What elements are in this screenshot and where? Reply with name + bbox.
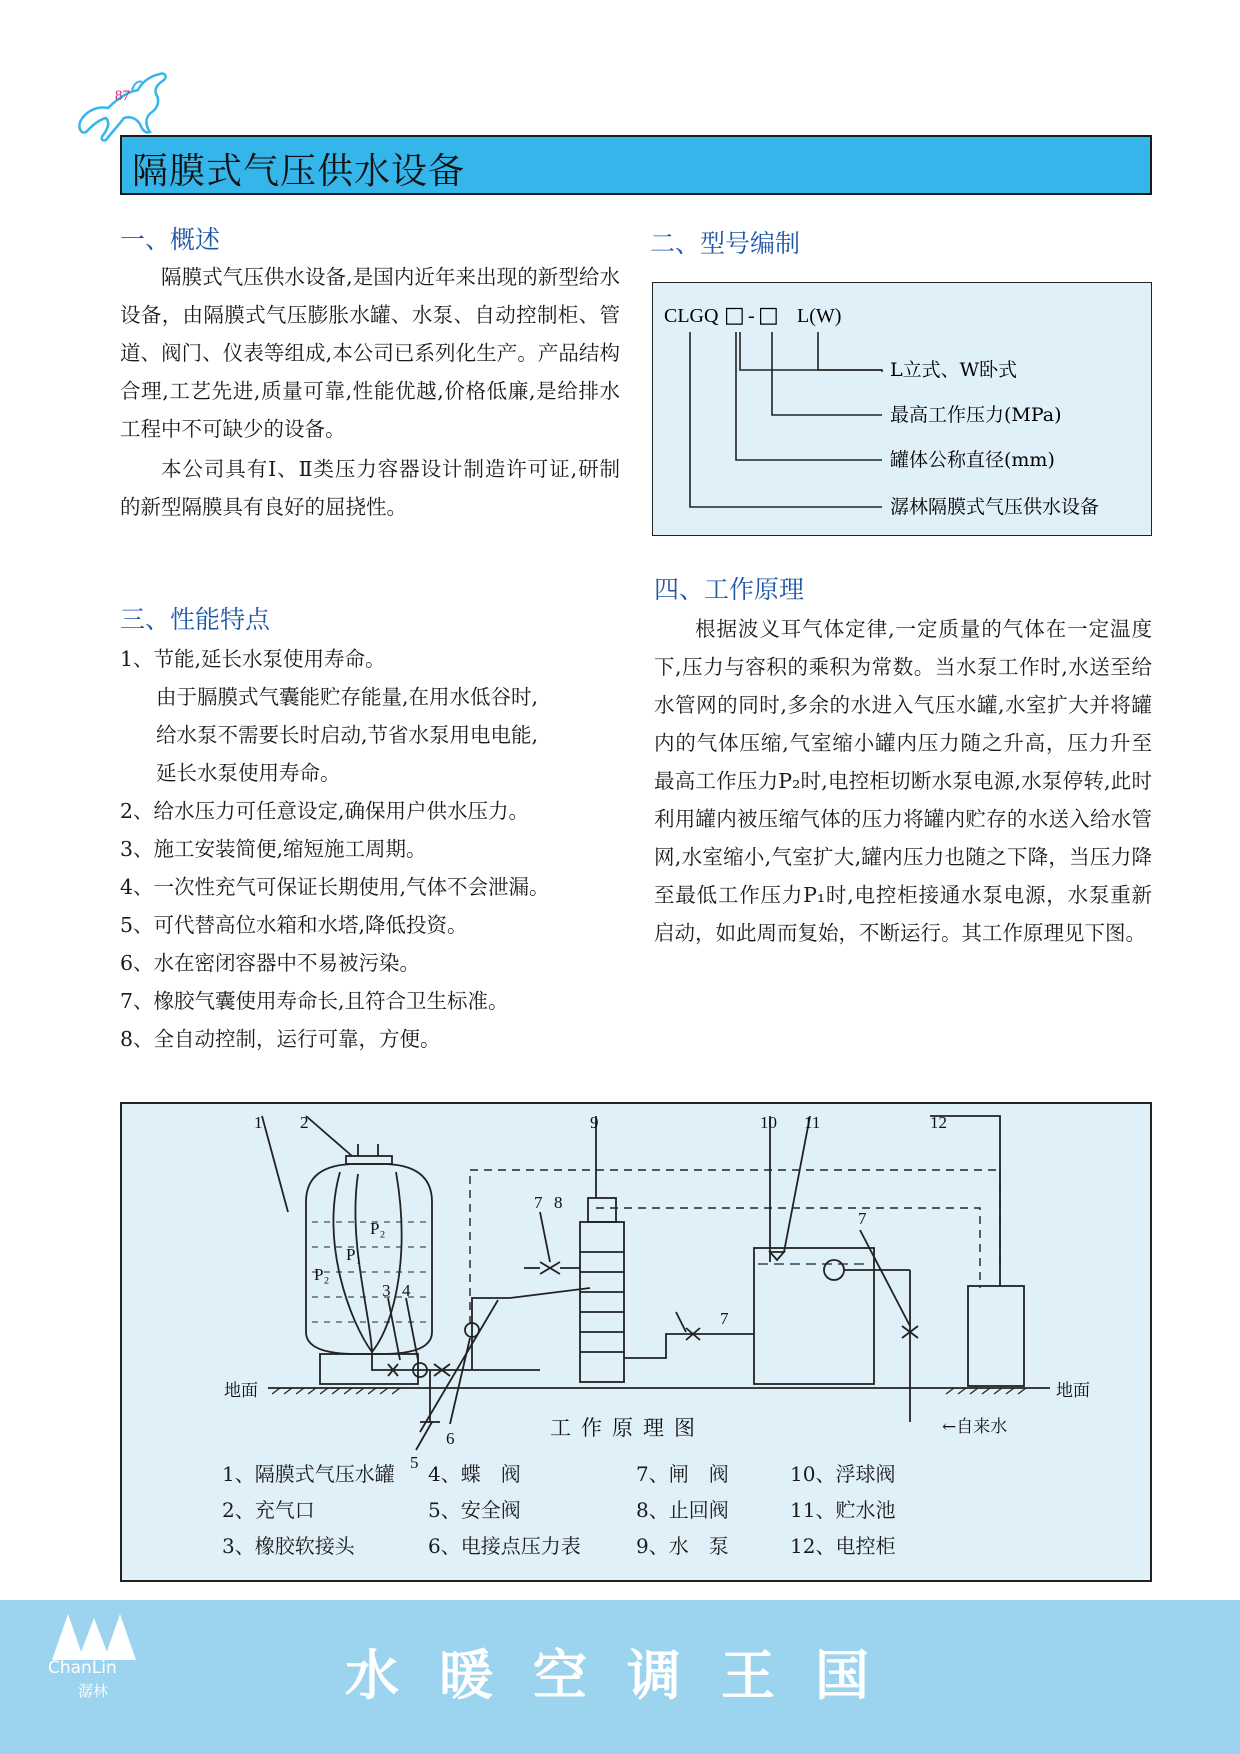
principle-heading: 四、工作原理	[654, 575, 805, 604]
legend-item: 11、贮水池	[790, 1498, 896, 1522]
callout-1: 1	[254, 1113, 263, 1132]
model-code-diagram	[652, 282, 1152, 536]
callout-2: 2	[300, 1113, 309, 1132]
callout-8: 8	[554, 1193, 563, 1212]
model-code-dash: -	[748, 305, 755, 327]
model-code-prefix: CLGQ	[664, 305, 719, 327]
feature-item: 7、橡胶气囊使用寿命长,且符合卫生标准。	[120, 989, 509, 1013]
legend-item: 1、隔膜式气压水罐	[222, 1462, 395, 1486]
water-pump	[580, 1222, 624, 1382]
overview-paragraph-2: 本公司具有Ⅰ、Ⅱ类压力容器设计制造许可证,研制的新型隔膜具有良好的屈挠性。	[120, 457, 620, 519]
legend-item: 3、橡胶软接头	[222, 1534, 355, 1558]
page-title: 隔膜式气压供水设备	[132, 151, 466, 192]
chanlin-logo-icon	[48, 1608, 138, 1662]
callout-11: 11	[804, 1113, 821, 1132]
ground-label-right: 地面	[1056, 1381, 1090, 1401]
footer-slogan: 水暖空调王国	[345, 1644, 909, 1707]
model-label-4: 潺林隔膜式气压供水设备	[890, 496, 1100, 518]
feature-item: 3、施工安装简便,缩短施工周期。	[120, 837, 427, 861]
feature-item: 5、可代替高位水箱和水塔,降低投资。	[120, 913, 468, 937]
leader-line-1	[740, 332, 882, 372]
callout-7b: 7	[720, 1309, 729, 1328]
model-code-suffix: L(W)	[797, 305, 842, 327]
principle-paragraph: 根据波义耳气体定律,一定质量的气体在一定温度下,压力与容积的乘积为常数。当水泵工作时,水送至给水管网的同时,多余的水进入气压水罐,水室扩大并将罐内的气体压缩,气室缩小罐内压力随之升高，压力升至最高工作压力P₂时,电控柜切断水泵电源,水泵停转,此时利用罐内被压缩气体的压力将罐内贮存的水送入给水管网,水室缩小,气室扩大,罐内压力也随之下降，当压力降至最低工作压力P₁时,电控柜接通水泵电源，水泵重新启动，如此周而复始，不断运行。其工作原理见下图。	[654, 617, 1152, 945]
overview-heading: 一、概述	[120, 225, 221, 254]
model-heading: 二、型号编制	[650, 229, 801, 258]
brand-name-cn: 潺林	[78, 1682, 109, 1700]
feature-item: 2、给水压力可任意设定,确保用户供水压力。	[120, 799, 530, 823]
model-code-box1: □	[724, 303, 745, 328]
page-number: 87	[115, 88, 130, 104]
callout-7: 7	[534, 1193, 543, 1212]
ground-label-left: 地面	[224, 1381, 258, 1401]
tank-label-p1: P₁	[346, 1245, 362, 1264]
storage-tank	[754, 1248, 874, 1384]
feature-item: 1、节能,延长水泵使用寿命。	[120, 647, 386, 671]
float-valve	[824, 1260, 844, 1280]
callout-10: 10	[760, 1113, 777, 1132]
callout-3: 3	[382, 1281, 391, 1300]
callout-9: 9	[590, 1113, 599, 1132]
callout-6: 6	[446, 1429, 455, 1448]
control-line	[470, 1170, 1000, 1324]
legend-item: 9、水 泵	[636, 1534, 729, 1558]
overview-paragraph-1: 隔膜式气压供水设备,是国内近年来出现的新型给水设备，由隔膜式气压膨胀水罐、水泵、自动控制柜、管道、阀门、仪表等组成,本公司已系列化生产。产品结构合理,工艺先进,质量可靠,性能优越,价格低廉,是给排水工程中不可缺少的设备。	[120, 265, 620, 441]
legend-item: 7、闸 阀	[636, 1462, 729, 1486]
legend-item: 5、安全阀	[428, 1498, 521, 1522]
legend-item: 12、电控柜	[790, 1534, 896, 1558]
feature-item-detail: 给水泵不需要长时启动,节省水泵用电电能,	[156, 723, 539, 747]
tap-water-label: ←自来水	[942, 1417, 1008, 1437]
callout-5: 5	[410, 1453, 419, 1472]
callout-4: 4	[402, 1281, 411, 1300]
legend-item: 10、浮球阀	[790, 1462, 896, 1486]
control-cabinet	[968, 1286, 1024, 1386]
feature-item: 4、一次性充气可保证长期使用,气体不会泄漏。	[120, 875, 550, 899]
model-label-2: 最高工作压力(MPa)	[890, 404, 1062, 426]
brand-name-en: ChanLin	[48, 1658, 117, 1678]
legend-item: 2、充气口	[222, 1498, 315, 1522]
tank-label-p2-lower: P₂	[314, 1265, 330, 1284]
features-heading: 三、性能特点	[120, 605, 271, 634]
features-list	[120, 640, 640, 1058]
feature-item-detail: 延长水泵使用寿命。	[156, 761, 341, 785]
feature-item: 8、全自动控制，运行可靠，方便。	[120, 1027, 441, 1051]
model-code-box2: □	[758, 303, 779, 328]
feature-item: 6、水在密闭容器中不易被污染。	[120, 951, 421, 975]
callout-7c: 7	[858, 1209, 867, 1228]
callout-12: 12	[930, 1113, 947, 1132]
overview-body	[120, 258, 620, 526]
legend-item: 4、蝶 阀	[428, 1462, 521, 1486]
diagram-title: 工作原理图	[550, 1416, 705, 1440]
tank-label-p2-upper: P₂	[370, 1219, 386, 1238]
model-label-3: 罐体公称直径(mm)	[890, 449, 1055, 471]
principle-body	[654, 610, 1152, 952]
legend-item: 8、止回阀	[636, 1498, 729, 1522]
diaphragm-bladder	[333, 1172, 401, 1352]
model-label-1: L立式、W卧式	[890, 359, 1018, 381]
legend-item: 6、电接点压力表	[428, 1534, 581, 1558]
tank-stand	[320, 1354, 418, 1384]
feature-item-detail: 由于膈膜式气囊能贮存能量,在用水低谷时,	[156, 685, 539, 709]
